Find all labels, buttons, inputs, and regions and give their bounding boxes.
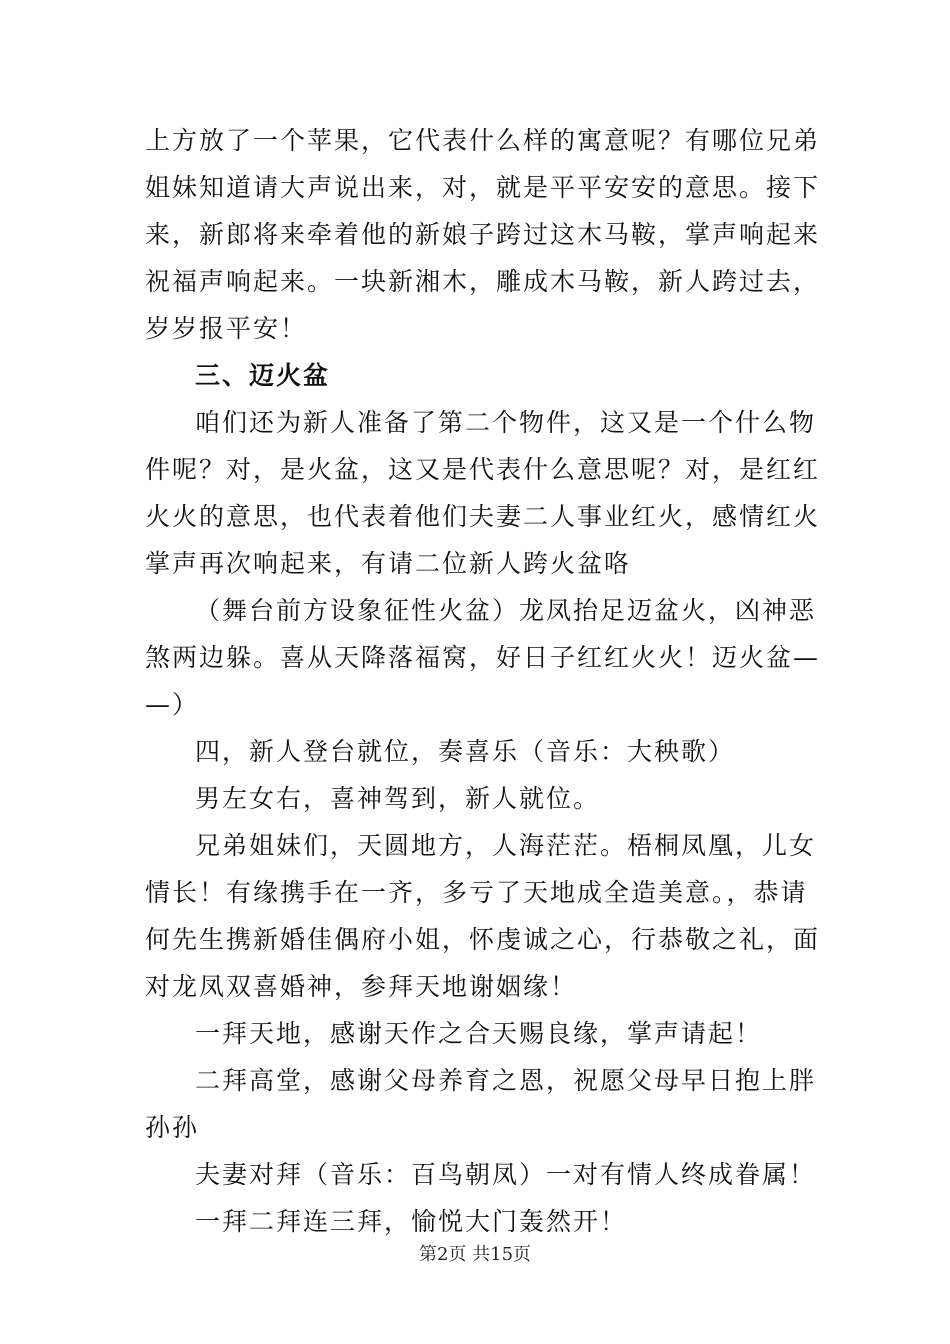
text-line: 男左女右，喜神驾到，新人就位。 bbox=[195, 784, 601, 813]
text-line: 夫妻对拜（音乐：百鸟朝凤）一对有情人终成眷属！ bbox=[195, 1160, 817, 1189]
text-line: 掌声再次响起来，有请二位新人跨火盆咯 bbox=[145, 549, 632, 578]
text-line: （舞台前方设象征性火盆）龙凤抬足迈盆火，凶神恶 bbox=[195, 596, 817, 625]
text-line: 四，新人登台就位，奏喜乐（音乐：大秧歌） bbox=[195, 737, 736, 766]
text-line: 上方放了一个苹果，它代表什么样的寓意呢？有哪位兄弟 bbox=[145, 126, 821, 155]
text-line: 岁岁报平安！ bbox=[145, 314, 308, 343]
text-line: 兄弟姐妹们，天圆地方，人海茫茫。梧桐凤凰，儿女 bbox=[195, 831, 817, 860]
text-line: 情长！有缘携手在一齐，多亏了天地成全造美意。，恭请 bbox=[145, 878, 808, 907]
text-line: 火火的意思，也代表着他们夫妻二人事业红火，感情红火 bbox=[145, 502, 821, 531]
text-line: 对龙凤双喜婚神，参拜天地谢姻缘！ bbox=[145, 972, 578, 1001]
text-line: 姐妹知道请大声说出来，对，就是平平安安的意思。接下 bbox=[145, 173, 821, 202]
text-line: 二拜高堂，感谢父母养育之恩，祝愿父母早日抱上胖 bbox=[195, 1066, 817, 1095]
text-line: 孙孙 bbox=[145, 1113, 200, 1142]
text-line: 一拜天地，感谢天作之合天赐良缘，掌声请起！ bbox=[195, 1019, 763, 1048]
text-line: 来，新郎将来牵着他的新娘子跨过这木马鞍，掌声响起来 bbox=[145, 220, 821, 249]
text-line: 件呢？对，是火盆，这又是代表什么意思呢？对，是红红 bbox=[145, 455, 821, 484]
text-line: 咱们还为新人准备了第二个物件，这又是一个什么物 bbox=[195, 408, 817, 437]
text-line: 祝福声响起来。一块新湘木，雕成木马鞍，新人跨过去， bbox=[145, 267, 821, 296]
text-line: 煞两边躲。喜从天降落福窝，好日子红红火火！迈火盆— bbox=[145, 643, 821, 672]
page-footer: 第2页 共15页 bbox=[418, 1244, 532, 1265]
text-line: 何先生携新婚佳偶府小姐，怀虔诚之心，行恭敬之礼，面 bbox=[145, 925, 821, 954]
text-line: —） bbox=[145, 690, 200, 719]
text-line: 一拜二拜连三拜，愉悦大门轰然开！ bbox=[195, 1207, 628, 1236]
section-heading: 三、迈火盆 bbox=[195, 361, 331, 390]
document-body bbox=[145, 117, 821, 1245]
